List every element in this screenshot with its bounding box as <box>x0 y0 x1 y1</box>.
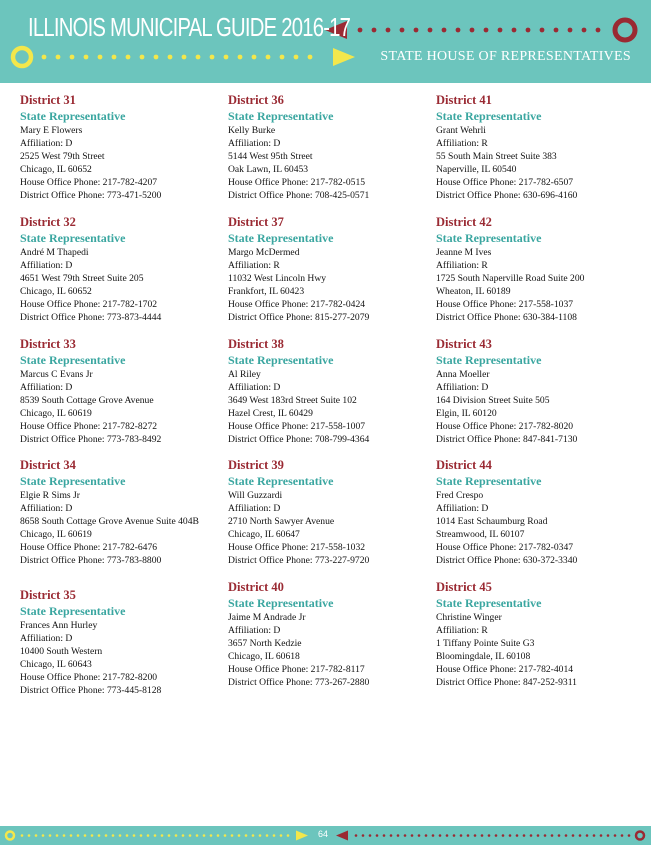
city-state-zip: Chicago, IL 60643 <box>20 659 92 670</box>
representative-name: Marcus C Evans Jr <box>20 369 93 380</box>
street-address: 1725 South Naperville Road Suite 200 <box>436 273 585 284</box>
district-office-phone: District Office Phone: 773-227-9720 <box>228 555 370 566</box>
affiliation: Affiliation: D <box>20 138 73 149</box>
representative-entry <box>436 579 631 689</box>
affiliation: Affiliation: D <box>20 633 73 644</box>
street-address: 8539 South Cottage Grove Avenue <box>20 395 154 406</box>
representative-name: Elgie R Sims Jr <box>20 490 80 501</box>
representative-name: Christine Winger <box>436 612 502 623</box>
street-address: 3649 West 183rd Street Suite 102 <box>228 395 357 406</box>
affiliation: Affiliation: D <box>436 382 489 393</box>
affiliation: Affiliation: R <box>436 138 488 149</box>
affiliation: Affiliation: R <box>436 625 488 636</box>
house-office-phone: House Office Phone: 217-782-0347 <box>436 542 574 553</box>
role-label: State Representative <box>228 596 334 610</box>
street-address: 8658 South Cottage Grove Avenue Suite 404B <box>20 516 199 527</box>
house-office-phone: House Office Phone: 217-558-1037 <box>436 299 574 310</box>
role-label: State Representative <box>228 353 334 367</box>
footer-maroon-ring-icon <box>636 832 644 840</box>
yellow-ring-icon <box>13 48 31 66</box>
district-heading: District 35 <box>20 588 76 602</box>
district-heading: District 40 <box>228 580 284 594</box>
yellow-dot-line <box>42 55 313 60</box>
representative-entry <box>228 579 423 689</box>
city-state-zip: Chicago, IL 60619 <box>20 408 92 419</box>
city-state-zip: Frankfort, IL 60423 <box>228 286 305 297</box>
city-state-zip: Hazel Crest, IL 60429 <box>228 408 313 419</box>
role-label: State Representative <box>20 231 126 245</box>
representative-name: Jaime M Andrade Jr <box>228 612 306 623</box>
street-address: 164 Division Street Suite 505 <box>436 395 550 406</box>
representative-entry <box>20 587 215 697</box>
role-label: State Representative <box>228 474 334 488</box>
footer-yellow-dot-line <box>21 834 290 837</box>
district-heading: District 43 <box>436 337 492 351</box>
role-label: State Representative <box>20 353 126 367</box>
district-office-phone: District Office Phone: 630-696-4160 <box>436 190 578 201</box>
district-heading: District 45 <box>436 580 492 594</box>
district-heading: District 44 <box>436 458 492 472</box>
house-office-phone: House Office Phone: 217-558-1007 <box>228 421 366 432</box>
city-state-zip: Bloomingdale, IL 60108 <box>436 651 531 662</box>
representative-entry <box>20 336 215 446</box>
representative-entry <box>228 214 423 324</box>
district-office-phone: District Office Phone: 630-372-3340 <box>436 555 578 566</box>
representative-name: Al Riley <box>228 369 261 380</box>
street-address: 10400 South Western <box>20 646 103 657</box>
street-address: 1014 East Schaumburg Road <box>436 516 548 527</box>
page-number: 64 <box>318 829 329 839</box>
house-office-phone: House Office Phone: 217-782-0424 <box>228 299 366 310</box>
role-label: State Representative <box>228 109 334 123</box>
street-address: 3657 North Kedzie <box>228 638 302 649</box>
representative-entry <box>20 92 215 202</box>
representative-name: Grant Wehrli <box>436 125 486 136</box>
district-heading: District 39 <box>228 458 284 472</box>
representative-name: Anna Moeller <box>436 369 490 380</box>
city-state-zip: Oak Lawn, IL 60453 <box>228 164 309 175</box>
representative-entry <box>436 92 631 202</box>
affiliation: Affiliation: D <box>228 625 281 636</box>
city-state-zip: Chicago, IL 60619 <box>20 529 92 540</box>
role-label: State Representative <box>436 353 542 367</box>
affiliation: Affiliation: D <box>228 382 281 393</box>
city-state-zip: Chicago, IL 60618 <box>228 651 300 662</box>
footer-yellow-ring-icon <box>6 832 14 840</box>
representative-entry <box>20 214 215 324</box>
affiliation: Affiliation: D <box>436 503 489 514</box>
district-office-phone: District Office Phone: 847-841-7130 <box>436 434 578 445</box>
city-state-zip: Streamwood, IL 60107 <box>436 529 525 540</box>
city-state-zip: Naperville, IL 60540 <box>436 164 517 175</box>
district-heading: District 31 <box>20 93 76 107</box>
representative-entry <box>436 214 631 324</box>
affiliation: Affiliation: D <box>20 503 73 514</box>
house-office-phone: House Office Phone: 217-782-4207 <box>20 177 158 188</box>
district-office-phone: District Office Phone: 630-384-1108 <box>436 312 577 323</box>
district-office-phone: District Office Phone: 773-445-8128 <box>20 685 162 696</box>
representative-entry <box>20 457 215 567</box>
affiliation: Affiliation: D <box>20 382 73 393</box>
representative-name: Jeanne M Ives <box>436 247 492 258</box>
city-state-zip: Chicago, IL 60652 <box>20 286 92 297</box>
affiliation: Affiliation: R <box>228 260 280 271</box>
district-office-phone: District Office Phone: 708-799-4364 <box>228 434 370 445</box>
footer-maroon-arrow-icon <box>336 831 348 841</box>
representative-name: Margo McDermed <box>228 247 300 258</box>
district-heading: District 37 <box>228 215 284 229</box>
representative-name: André M Thapedi <box>20 247 89 258</box>
affiliation: Affiliation: R <box>436 260 488 271</box>
street-address: 11032 West Lincoln Hwy <box>228 273 327 284</box>
house-office-phone: House Office Phone: 217-782-6507 <box>436 177 574 188</box>
street-address: 5144 West 95th Street <box>228 151 313 162</box>
district-office-phone: District Office Phone: 708-425-0571 <box>228 190 370 201</box>
affiliation: Affiliation: D <box>20 260 73 271</box>
role-label: State Representative <box>20 604 126 618</box>
street-address: 1 Tiffany Pointe Suite G3 <box>436 638 535 649</box>
house-office-phone: House Office Phone: 217-782-8117 <box>228 664 365 675</box>
city-state-zip: Elgin, IL 60120 <box>436 408 497 419</box>
street-address: 55 South Main Street Suite 383 <box>436 151 557 162</box>
district-heading: District 38 <box>228 337 284 351</box>
house-office-phone: House Office Phone: 217-782-8272 <box>20 421 158 432</box>
representative-name: Will Guzzardi <box>228 490 283 501</box>
district-office-phone: District Office Phone: 773-783-8492 <box>20 434 162 445</box>
role-label: State Representative <box>20 109 126 123</box>
city-state-zip: Wheaton, IL 60189 <box>436 286 511 297</box>
role-label: State Representative <box>436 231 542 245</box>
affiliation: Affiliation: D <box>228 138 281 149</box>
district-office-phone: District Office Phone: 773-471-5200 <box>20 190 162 201</box>
street-address: 4651 West 79th Street Suite 205 <box>20 273 144 284</box>
district-office-phone: District Office Phone: 773-873-4444 <box>20 312 162 323</box>
district-heading: District 42 <box>436 215 492 229</box>
district-heading: District 34 <box>20 458 76 472</box>
street-address: 2525 West 79th Street <box>20 151 105 162</box>
representative-entry <box>228 336 423 446</box>
house-office-phone: House Office Phone: 217-782-6476 <box>20 542 158 553</box>
district-office-phone: District Office Phone: 773-267-2880 <box>228 677 370 688</box>
affiliation: Affiliation: D <box>228 503 281 514</box>
house-office-phone: House Office Phone: 217-782-0515 <box>228 177 366 188</box>
representative-entry <box>436 457 631 567</box>
representative-name: Fred Crespo <box>436 490 484 501</box>
role-label: State Representative <box>228 231 334 245</box>
house-office-phone: House Office Phone: 217-782-4014 <box>436 664 574 675</box>
representative-entry <box>228 92 423 202</box>
role-label: State Representative <box>20 474 126 488</box>
district-office-phone: District Office Phone: 815-277-2079 <box>228 312 370 323</box>
representative-name: Frances Ann Hurley <box>20 620 98 631</box>
footer-yellow-arrow-icon <box>296 831 308 841</box>
representative-entry <box>228 457 423 567</box>
footer-maroon-dot-line <box>355 834 631 837</box>
guide-title: ILLINOIS MUNICIPAL GUIDE 2016-17 <box>28 12 351 42</box>
street-address: 2710 North Sawyer Avenue <box>228 516 335 527</box>
city-state-zip: Chicago, IL 60652 <box>20 164 92 175</box>
district-heading: District 32 <box>20 215 76 229</box>
district-heading: District 36 <box>228 93 284 107</box>
district-heading: District 41 <box>436 93 492 107</box>
role-label: State Representative <box>436 596 542 610</box>
yellow-arrow-icon <box>333 48 355 66</box>
representative-name: Mary E Flowers <box>20 125 83 136</box>
page-footer <box>0 826 651 845</box>
role-label: State Representative <box>436 474 542 488</box>
district-heading: District 33 <box>20 337 76 351</box>
district-office-phone: District Office Phone: 773-783-8800 <box>20 555 162 566</box>
maroon-dot-line <box>358 28 601 33</box>
district-office-phone: District Office Phone: 847-252-9311 <box>436 677 577 688</box>
house-office-phone: House Office Phone: 217-782-1702 <box>20 299 158 310</box>
representative-entry <box>436 336 631 446</box>
section-title: STATE HOUSE OF REPRESENTATIVES <box>380 49 631 64</box>
house-office-phone: House Office Phone: 217-558-1032 <box>228 542 366 553</box>
house-office-phone: House Office Phone: 217-782-8020 <box>436 421 574 432</box>
maroon-ring-icon <box>615 20 635 40</box>
role-label: State Representative <box>436 109 542 123</box>
page-header <box>0 0 651 83</box>
representative-name: Kelly Burke <box>228 125 276 136</box>
house-office-phone: House Office Phone: 217-782-8200 <box>20 672 158 683</box>
city-state-zip: Chicago, IL 60647 <box>228 529 300 540</box>
